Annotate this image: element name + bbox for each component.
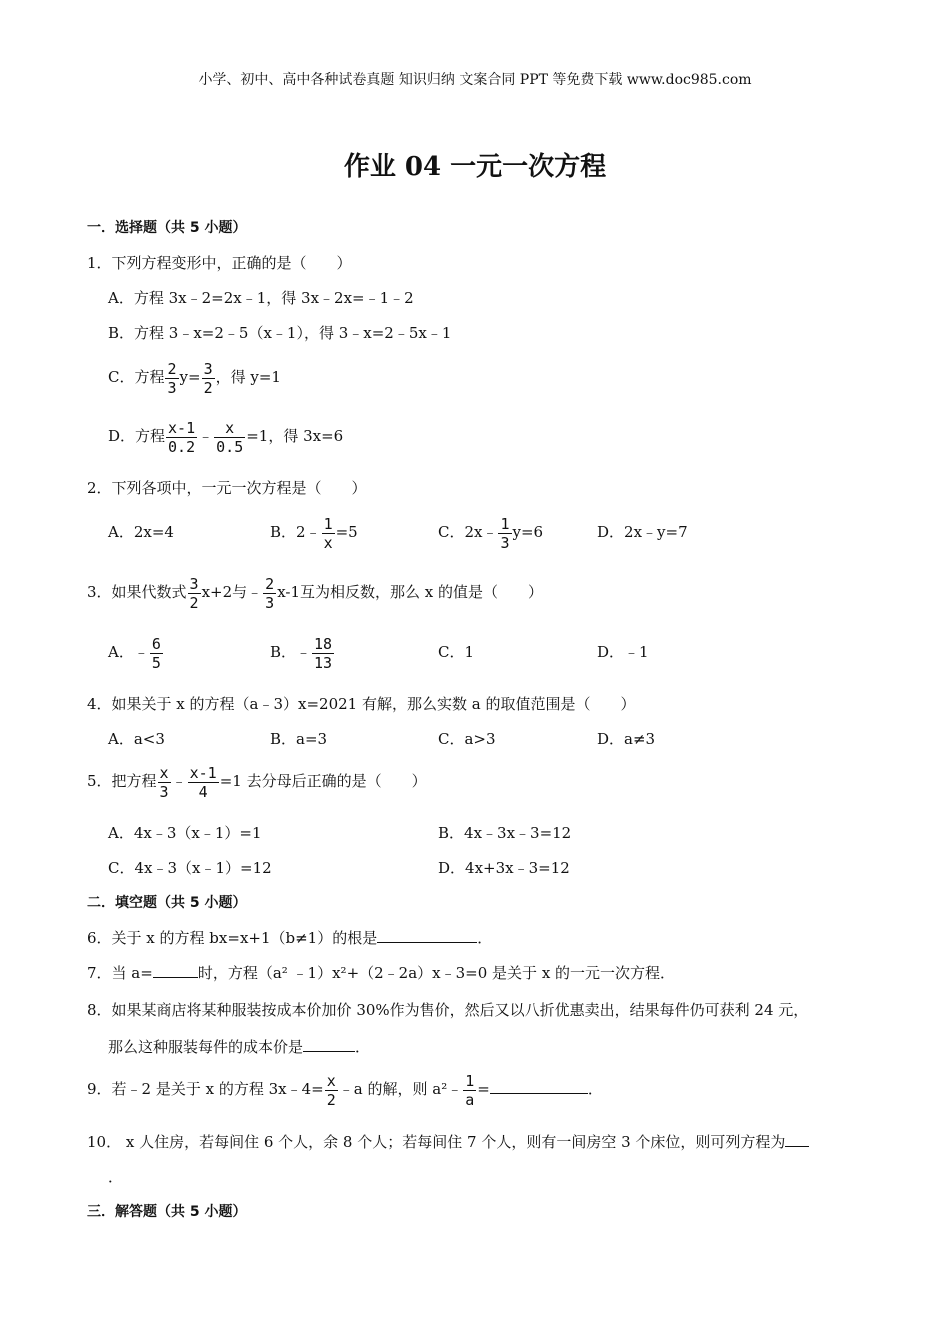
question-2-option-d: D．2x﹣y=7 xyxy=(597,523,688,541)
page-title: 作业 04 一元一次方程 xyxy=(343,152,607,182)
question-5-option-d: D．4x+3x﹣3=12 xyxy=(438,859,570,877)
fraction: $\frac{3}{2}$ xyxy=(189,574,199,612)
fraction: $\frac{1}{a}$ xyxy=(465,1071,475,1109)
fraction: $\frac{1}{x}$ xyxy=(323,514,333,552)
question-2-option-c: C．2x﹣ $\frac{1}{3}$ y=6 xyxy=(438,514,544,552)
fraction: $\frac{2}{3}$ xyxy=(265,574,275,612)
answer-blank xyxy=(153,963,198,978)
question-1-option-a: A．方程 3x﹣2=2x﹣1，得 3x﹣2x=﹣1﹣2 xyxy=(108,289,414,307)
question-7: 7．当 a= 时，方程（a² ﹣1）x²+（2﹣2a）x﹣3=0 是关于 x 的一元一次方程． xyxy=(87,964,676,982)
question-9: 9．若﹣2 是关于 x 的方程 3x﹣4= $\frac{x}{2}$ ﹣a 的解，则 a²﹣ $\frac{1}{a}$ = ． xyxy=(87,1071,603,1109)
question-1-stem: 1．下列方程变形中，正确的是（ ） xyxy=(87,254,352,272)
fraction: $\frac{2}{3}$ xyxy=(167,359,177,397)
question-5-stem: 5．把方程 $\frac{x}{3}$ ﹣ $\frac{x-1}{4}$ =1 去分母后正确的是（ ） xyxy=(87,763,427,801)
page-header: 小学、初中、高中各种试卷真题 知识归纳 文案合同 PPT 等免费下载 www.doc985.com xyxy=(198,72,752,88)
question-5-option-a: A．4x﹣3（x﹣1）=1 xyxy=(108,824,262,842)
question-8-line-2: 那么这种服装每件的成本价是 ． xyxy=(108,1038,371,1056)
fraction: $\frac{6}{5}$ xyxy=(151,634,161,672)
question-8-line-1: 8．如果某商店将某种服装按成本价加价 30%作为售价，然后又以八折优惠卖出，结果每件仍可获利 24 元， xyxy=(87,1001,809,1019)
question-3-option-a: A．﹣ $\frac{6}{5}$ xyxy=(108,634,161,672)
question-3-option-b: B．﹣ $\frac{18}{13}$ xyxy=(270,634,333,672)
section-heading-choice: 一．选择题（共 5 小题） xyxy=(87,220,247,236)
fraction: $\frac{3}{2}$ xyxy=(203,359,213,397)
fraction: $\frac{18}{13}$ xyxy=(314,634,333,672)
question-1-option-c: C．方程 $\frac{2}{3}$ y= $\frac{3}{2}$ ，得 y=1 xyxy=(108,359,281,397)
question-1-option-b: B．方程 3﹣x=2﹣5（x﹣1），得 3﹣x=2﹣5x﹣1 xyxy=(108,324,452,342)
question-1-option-d: D．方程 $\frac{x-1}{0.2}$ ﹣ $\frac{x}{0.5}$ =1，得 3x=6 xyxy=(108,418,344,456)
fraction: $\frac{x-1}{4}$ xyxy=(189,763,217,801)
answer-blank xyxy=(785,1132,809,1147)
question-6: 6．关于 x 的方程 bx=x+1（b≠1）的根是 ． xyxy=(87,929,493,947)
answer-blank xyxy=(303,1037,355,1052)
question-3-option-d: D．﹣1 xyxy=(597,643,649,661)
question-3-stem: 3．如果代数式 $\frac{3}{2}$ x+2与﹣ $\frac{2}{3}$ x-1互为相反数，那么 x 的值是（ ） xyxy=(87,574,543,612)
question-10-line-1: 10． x 人住房，若每间住 6 个人，余 8 个人；若每间住 7 个人，则有一间房空 3 个床位，则可列方程为 xyxy=(87,1132,809,1152)
question-4-option-b: B．a=3 xyxy=(270,730,328,748)
fraction: $\frac{x}{2}$ xyxy=(326,1071,336,1109)
question-5-option-b: B．4x﹣3x﹣3=12 xyxy=(438,824,572,842)
question-5-option-c: C．4x﹣3（x﹣1）=12 xyxy=(108,859,272,877)
fraction: $\frac{x}{3}$ xyxy=(159,763,169,801)
question-2-stem: 2．下列各项中，一元一次方程是（ ） xyxy=(87,479,367,497)
answer-blank xyxy=(377,928,477,943)
fraction: $\frac{1}{3}$ xyxy=(500,514,510,552)
question-4-option-c: C．a>3 xyxy=(438,730,496,748)
answer-blank xyxy=(490,1079,588,1094)
question-4-stem: 4．如果关于 x 的方程（a﹣3）x=2021 有解，那么实数 a 的取值范围是（ ） xyxy=(87,695,636,713)
fraction: $\frac{x-1}{0.2}$ xyxy=(168,418,196,456)
question-2-option-a: A．2x=4 xyxy=(108,523,174,541)
question-3-option-c: C．1 xyxy=(438,643,475,661)
question-4-option-a: A．a<3 xyxy=(108,730,165,748)
section-heading-solve: 三．解答题（共 5 小题） xyxy=(87,1204,247,1220)
question-4-option-d: D．a≠3 xyxy=(597,730,656,748)
fraction: $\frac{x}{0.5}$ xyxy=(216,418,244,456)
question-2-option-b: B．2﹣ $\frac{1}{x}$ =5 xyxy=(270,514,358,552)
section-heading-fill: 二．填空题（共 5 小题） xyxy=(87,895,247,911)
question-10-line-2: ． xyxy=(108,1168,124,1186)
